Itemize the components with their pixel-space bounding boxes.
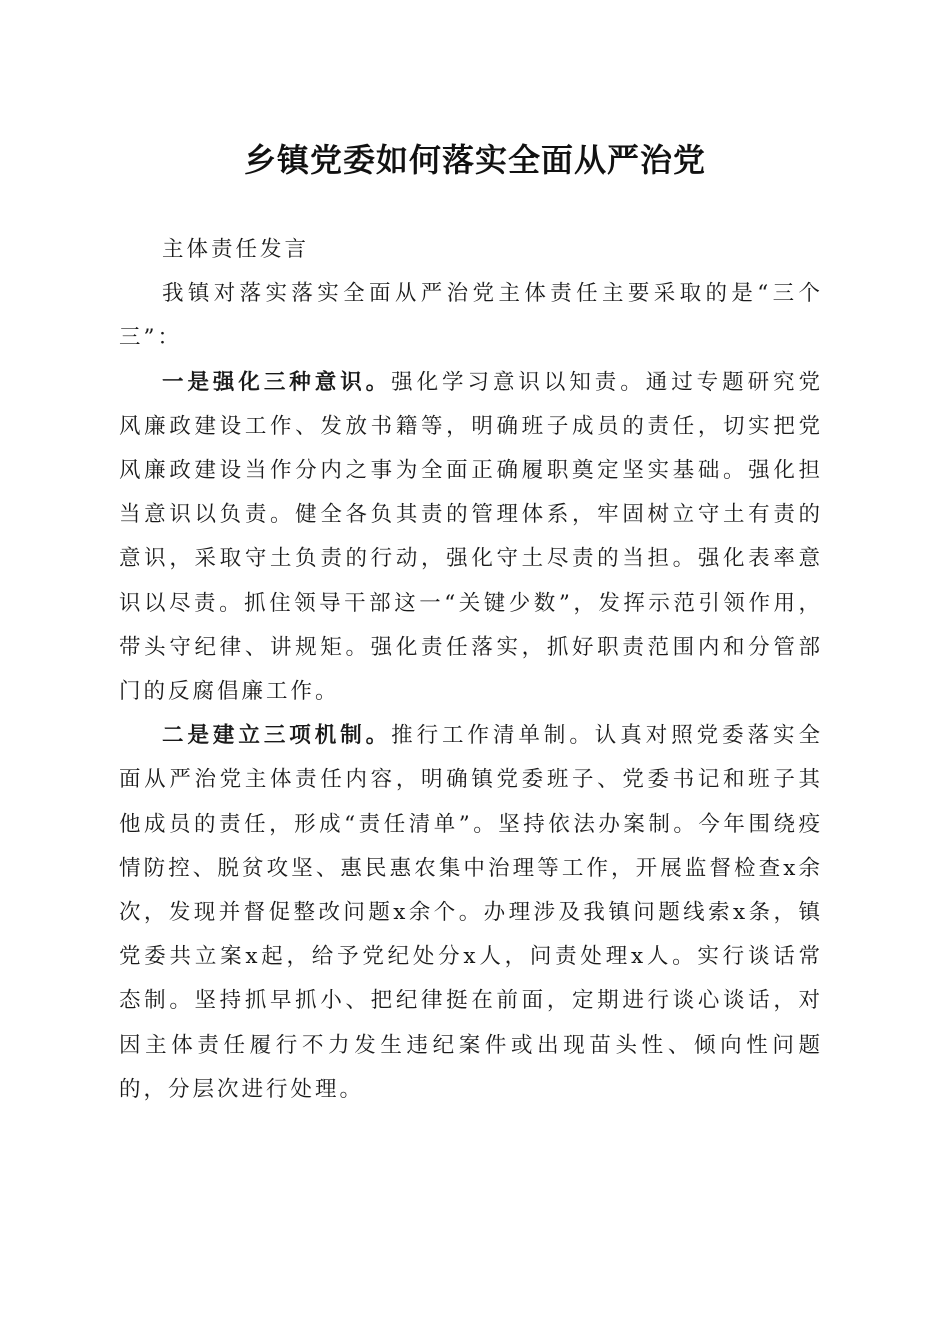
subtitle-paragraph: 主体责任发言	[162, 237, 310, 262]
section-two-text: 推行工作清单制。认真对照党委落实全面从严治党主体责任内容，明确镇党委班子、党委书记和班子其他成员的责任，形成“责任清单”。坚持依法办案制。今年围绕疫情防控、脱贫攻坚、惠民惠农集中治理等工作，开展监督检查x余次，发现并督促整改问题x余个。办理涉及我镇问题线索x条，镇党委共立案x起，给予党纪处分x人，问责处理x人。实行谈话常态制。坚持抓早抓小、把纪律挺在前面，定期进行谈心谈话，对因主体责任履行不力发生违纪案件或出现苗头性、倾向性问题的，分层次进行处理。	[119, 723, 823, 1102]
section-one-text: 强化学习意识以知责。通过专题研究党风廉政建设工作、发放书籍等，明确班子成员的责任，切实把党风廉政建设当作分内之事为全面正确履职奠定坚实基础。强化担当意识以负责。健全各负其责的管理体系，牢固树立守土有责的意识，采取守土负责的行动，强化守土尽责的当担。强化表率意识以尽责。抓住领导干部这一“关键少数”，发挥示范引领作用，带头守纪律、讲规矩。强化责任落实，抓好职责范围内和分管部门的反腐倡廉工作。	[119, 369, 823, 705]
section-one-lead: 一是强化三种意识。	[162, 369, 392, 395]
section-one-paragraph	[119, 361, 823, 715]
section-two-paragraph	[119, 714, 823, 1112]
document-body	[119, 228, 823, 1112]
section-two-lead: 二是建立三项机制。	[162, 723, 392, 749]
intro-paragraph: 我镇对落实落实全面从严治党主体责任主要采取的是“三个三”：	[119, 281, 823, 351]
document-title: 乡镇党委如何落实全面从严治党	[243, 141, 706, 179]
